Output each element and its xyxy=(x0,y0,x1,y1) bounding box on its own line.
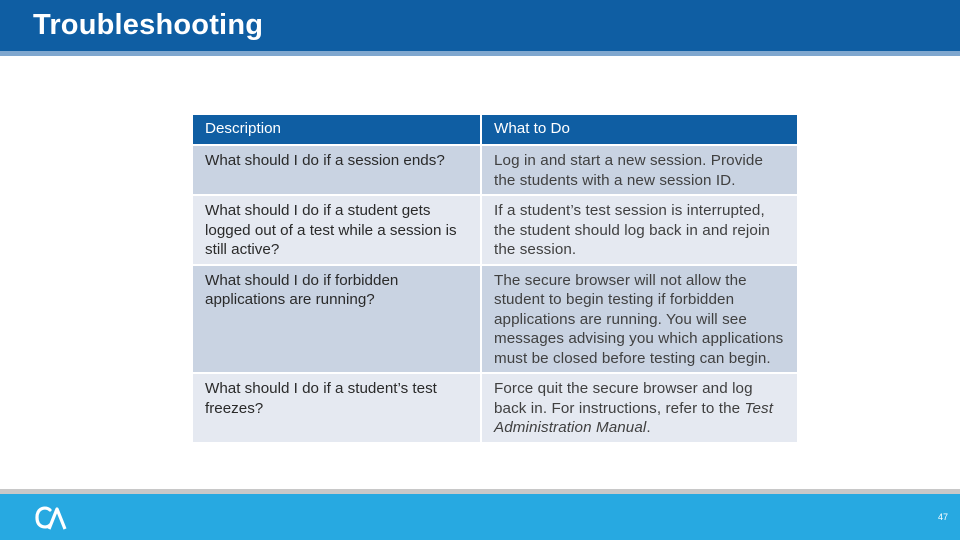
footer-bar xyxy=(0,494,960,540)
answer-cell: If a student’s test session is interrupted, the student should log back in and rejoin the session. xyxy=(482,196,797,266)
slide-title: Troubleshooting xyxy=(33,9,264,41)
question-cell: What should I do if a student gets logged out of a test while a session is still active? xyxy=(193,196,482,266)
table-row xyxy=(193,266,797,375)
column-header-what-to-do: What to Do xyxy=(482,115,797,146)
title-bar xyxy=(0,0,960,51)
ca-logo-icon xyxy=(33,504,69,532)
manual-title: Test Administration Manual xyxy=(494,399,774,436)
table-row xyxy=(193,196,797,266)
question-cell: What should I do if a student’s test freezes? xyxy=(193,374,482,444)
answer-period: . xyxy=(646,419,651,436)
answer-cell: Log in and start a new session. Provide the students with a new session ID. xyxy=(482,146,797,196)
title-bar-stripe xyxy=(0,51,960,56)
answer-cell xyxy=(482,374,797,444)
page-number: 47 xyxy=(937,512,948,522)
column-header-description: Description xyxy=(193,115,482,146)
troubleshooting-table xyxy=(193,115,797,444)
question-cell: What should I do if a session ends? xyxy=(193,146,482,196)
table-row xyxy=(193,146,797,196)
answer-text: Force quit the secure browser and log back in. For instructions, refer to the xyxy=(494,380,753,417)
table-header-row xyxy=(193,115,797,146)
answer-cell: The secure browser will not allow the student to begin testing if forbidden applications are running. You will see messages advising you which applications must be closed before testing can begin. xyxy=(482,266,797,375)
table-row xyxy=(193,374,797,444)
question-cell: What should I do if forbidden applications are running? xyxy=(193,266,482,375)
